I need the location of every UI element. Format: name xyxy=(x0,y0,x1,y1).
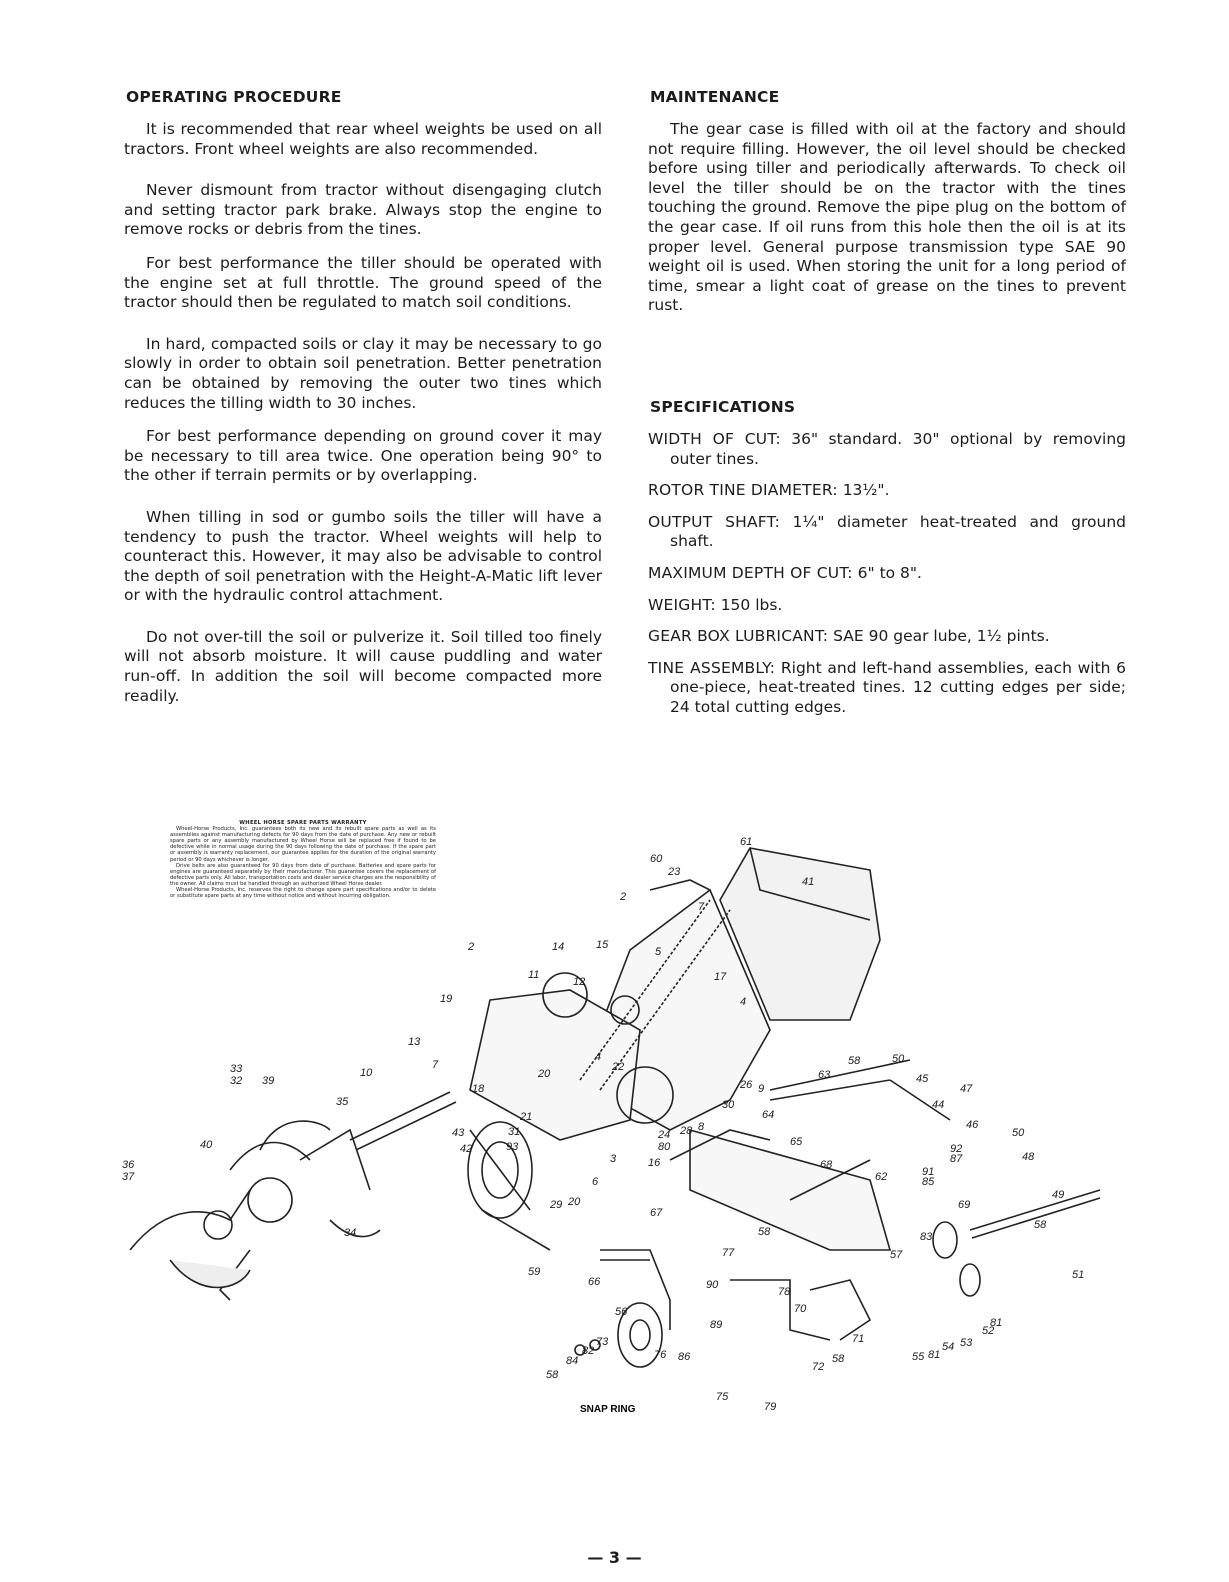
callout-number: 20 xyxy=(538,1068,551,1080)
callout-number: 43 xyxy=(452,1127,465,1139)
callout-number: 26 xyxy=(740,1079,753,1091)
spec-item xyxy=(648,596,1126,616)
callout-number: 8 xyxy=(698,1121,705,1133)
maintenance-section xyxy=(648,88,1126,729)
callout-number: 30 xyxy=(722,1099,735,1111)
callout-number: 67 xyxy=(650,1207,663,1219)
callout-number: 68 xyxy=(820,1159,833,1171)
callout-number: 55 xyxy=(912,1351,925,1363)
callout-number: 64 xyxy=(762,1109,775,1121)
operating-paragraph: In hard, compacted soils or clay it may be necessary to go slowly in order to obtain soil penetration. Better penetration can be obtained by removing the outer two tines which reduces the tilling width to 30 inches. xyxy=(124,334,602,412)
callout-number: 45 xyxy=(916,1073,929,1085)
callout-number: 5 xyxy=(655,946,662,958)
callout-number: 60 xyxy=(650,853,663,865)
callout-number: 65 xyxy=(790,1136,803,1148)
callout-number: 42 xyxy=(460,1143,473,1155)
specifications-list xyxy=(648,430,1126,718)
callout-number: 19 xyxy=(440,993,453,1005)
warranty-paragraph: Wheel-Horse Products, Inc. guarantees both its new and its rebuilt spare parts as well as its assemblies against manufacturing defects for 90 days from the date of purchase. Any new or rebuilt spare parts or any assembly manufactured by Wheel Horse will be replaced free if found to be defective while in normal usage during the 90 days following the date of purchase. If the spare part or assembly is warranty replacement, our guarantee applies for the duration of the original warranty period or 90 days whichever is longer. xyxy=(170,826,436,863)
spec-item xyxy=(648,481,1126,501)
callout-number: 4 xyxy=(740,996,747,1008)
callout-number: 20 xyxy=(568,1196,581,1208)
snap-ring-text: SNAP RING xyxy=(580,1404,636,1415)
callout-number: 93 xyxy=(506,1141,519,1153)
callout-number: 39 xyxy=(262,1075,275,1087)
spec-label: TINE ASSEMBLY: xyxy=(648,658,776,677)
spec-item xyxy=(648,430,1126,469)
spec-value: 150 lbs. xyxy=(720,595,783,614)
callout-number: 61 xyxy=(740,836,753,848)
callout-number: 92 xyxy=(950,1143,963,1155)
spec-label: MAXIMUM DEPTH OF CUT: xyxy=(648,563,853,582)
callout-number: 50 xyxy=(1012,1127,1025,1139)
callout-number: 10 xyxy=(360,1067,373,1079)
callout-number: 78 xyxy=(778,1286,791,1298)
exploded-parts-diagram xyxy=(110,830,1110,1440)
snap-ring-label xyxy=(580,1404,636,1415)
spec-item xyxy=(648,627,1126,647)
callout-number: 72 xyxy=(812,1361,825,1373)
spec-label: OUTPUT SHAFT: xyxy=(648,512,781,531)
callout-number: 50 xyxy=(892,1053,905,1065)
warranty-title: WHEEL HORSE SPARE PARTS WARRANTY xyxy=(239,820,367,826)
spec-value: Right and left-hand assemblies, each with 6 one-piece, heat-treated tines. 12 cutting edges per side; 24 total cutting edges. xyxy=(670,658,1127,716)
spec-value: 13½". xyxy=(842,481,890,500)
operating-paragraph: For best performance depending on ground cover it may be necessary to till area twice. One operation being 90° to the other if terrain permits or by overlapping. xyxy=(124,427,602,485)
spec-value: 1¼" diameter heat-treated and ground shaft. xyxy=(670,512,1126,551)
warranty-paragraph: Drive belts are also guaranteed for 90 days from date of purchase. Batteries and spare parts for engines are guaranteed separately by their manufacturer. This guarantee covers the replacement of defective parts only. All labor, transportation costs and dealer service charges are the responsibility of the owner. All claims must be handled through an authorized Wheel Horse dealer. xyxy=(170,862,436,887)
callout-number: 4 xyxy=(595,1051,602,1063)
callout-number: 7 xyxy=(698,901,705,913)
operating-procedure-heading: OPERATING PROCEDURE xyxy=(126,88,342,106)
operating-paragraph: For best performance the tiller should be operated with the engine set at full throttle. The ground speed of the tractor should then be regulated to match soil conditions. xyxy=(124,253,602,312)
callout-number: 58 xyxy=(758,1226,771,1238)
page-number: — 3 — xyxy=(587,1548,642,1567)
callout-number: 11 xyxy=(528,969,540,981)
callout-number: 2 xyxy=(620,891,627,903)
spec-label: WIDTH OF CUT: xyxy=(648,429,781,448)
callout-number: 66 xyxy=(588,1276,601,1288)
callout-number: 82 xyxy=(582,1345,595,1357)
callout-number: 14 xyxy=(552,941,565,953)
spec-item xyxy=(648,564,1126,584)
spec-value: SAE 90 gear lube, 1½ pints. xyxy=(833,627,1050,646)
callout-number: 21 xyxy=(520,1111,533,1123)
callout-number: 54 xyxy=(942,1341,955,1353)
callout-number: 77 xyxy=(722,1247,735,1259)
callout-number: 59 xyxy=(528,1266,541,1278)
operating-procedure-section xyxy=(124,88,602,720)
callout-number: 28 xyxy=(680,1125,693,1137)
callout-number: 37 xyxy=(122,1171,135,1183)
spec-value: 6" to 8". xyxy=(857,563,922,582)
operating-paragraph: When tilling in sod or gumbo soils the tiller will have a tendency to push the tractor. Wheel weights will help to counteract this. However, it may also be advisable to control the depth of soil penetration with the Height-A-Matic lift lever or with the hydraulic control attachment. xyxy=(124,507,602,605)
callout-number: 87 xyxy=(950,1153,963,1165)
callout-number: 84 xyxy=(566,1355,579,1367)
callout-number: 46 xyxy=(966,1119,979,1131)
callout-number: 35 xyxy=(336,1096,349,1108)
callout-number: 29 xyxy=(550,1199,563,1211)
callout-number: 36 xyxy=(122,1159,135,1171)
callout-number: 56 xyxy=(615,1306,628,1318)
spec-value: 36" standard. 30" optional by removing outer tines. xyxy=(670,429,1127,468)
callout-number: 24 xyxy=(658,1129,671,1141)
spec-label: ROTOR TINE DIAMETER: xyxy=(648,481,838,500)
callout-number: 63 xyxy=(818,1069,831,1081)
callout-number: 58 xyxy=(546,1369,559,1381)
callout-number: 44 xyxy=(932,1099,945,1111)
callout-number: 33 xyxy=(230,1063,243,1075)
callout-number: 73 xyxy=(596,1336,609,1348)
callout-number: 58 xyxy=(848,1055,861,1067)
callout-number: 15 xyxy=(596,939,609,951)
callout-number: 40 xyxy=(200,1139,213,1151)
callout-number: 83 xyxy=(920,1231,933,1243)
callout-number: 81 xyxy=(928,1349,941,1361)
callout-number: 91 xyxy=(922,1166,935,1178)
callout-number: 80 xyxy=(658,1141,671,1153)
callout-number: 47 xyxy=(960,1083,973,1095)
callout-number: 57 xyxy=(890,1249,903,1261)
callout-number: 58 xyxy=(832,1353,845,1365)
callout-number: 32 xyxy=(230,1075,243,1087)
callout-number: 86 xyxy=(678,1351,691,1363)
callout-number: 6 xyxy=(592,1176,599,1188)
operating-paragraph: It is recommended that rear wheel weights be used on all tractors. Front wheel weights are also recommended. xyxy=(124,120,602,158)
specifications-heading: SPECIFICATIONS xyxy=(650,397,796,416)
callout-number: 7 xyxy=(432,1059,439,1071)
callout-number: 62 xyxy=(875,1171,888,1183)
callout-number: 53 xyxy=(960,1337,973,1349)
callout-number: 34 xyxy=(344,1227,357,1239)
callout-number: 48 xyxy=(1022,1151,1035,1163)
callout-number: 70 xyxy=(794,1303,807,1315)
callout-number: 13 xyxy=(408,1036,421,1048)
callout-number: 75 xyxy=(716,1391,729,1403)
operating-paragraph: Never dismount from tractor without disengaging clutch and setting tractor park brake. Always stop the engine to remove rocks or debris from the tines. xyxy=(124,181,602,239)
callout-number: 23 xyxy=(668,866,681,878)
spec-item xyxy=(648,513,1126,552)
callout-number: 41 xyxy=(802,876,815,888)
callout-number: 81 xyxy=(990,1317,1003,1329)
callout-number: 89 xyxy=(710,1319,723,1331)
callout-number: 3 xyxy=(610,1153,617,1165)
callout-number: 69 xyxy=(958,1199,971,1211)
callout-number: 12 xyxy=(573,976,586,988)
callout-number: 49 xyxy=(1052,1189,1065,1201)
spare-parts-warranty xyxy=(170,820,436,899)
callout-number: 31 xyxy=(508,1126,521,1138)
spec-label: GEAR BOX LUBRICANT: xyxy=(648,627,829,646)
callout-number: 9 xyxy=(758,1083,765,1095)
callout-number: 76 xyxy=(654,1349,667,1361)
callout-number: 58 xyxy=(1034,1219,1047,1231)
callout-number: 52 xyxy=(982,1325,995,1337)
callout-number: 85 xyxy=(922,1176,935,1188)
callout-number: 90 xyxy=(706,1279,719,1291)
callout-number: 51 xyxy=(1072,1269,1085,1281)
maintenance-paragraph: The gear case is filled with oil at the factory and should not require filling. However, the oil level should be checked before using tiller and periodically afterwards. To check oil level the tiller should be on the tractor with the tines touching the ground. Remove the pipe plug on the bottom of the gear case. If oil runs from this hole then the oil is at its proper level. General purpose transmission type SAE 90 weight oil is used. When storing the unit for a long period of time, smear a light coat of grease on the tines to prevent rust. xyxy=(648,120,1126,315)
callout-number: 18 xyxy=(472,1083,485,1095)
operating-paragraph: Do not over-till the soil or pulverize it. Soil tilled too finely will not absorb moisture. It will cause puddling and water run-off. In addition the soil will become compacted more readily. xyxy=(124,627,602,705)
maintenance-heading: MAINTENANCE xyxy=(650,88,780,106)
spec-label: WEIGHT: xyxy=(648,595,716,614)
callout-number: 71 xyxy=(852,1333,865,1345)
callout-number: 17 xyxy=(714,971,727,983)
spec-item xyxy=(648,659,1126,718)
callout-number: 2 xyxy=(468,941,475,953)
warranty-paragraph: Wheel-Horse Products, Inc. reserves the right to change spare part specifications and/or to delete or substitute spare parts at any time without notice and without incurring obligation. xyxy=(170,887,436,900)
callout-number: 16 xyxy=(648,1157,661,1169)
callout-number: 22 xyxy=(612,1061,625,1073)
callout-number: 79 xyxy=(764,1401,777,1413)
